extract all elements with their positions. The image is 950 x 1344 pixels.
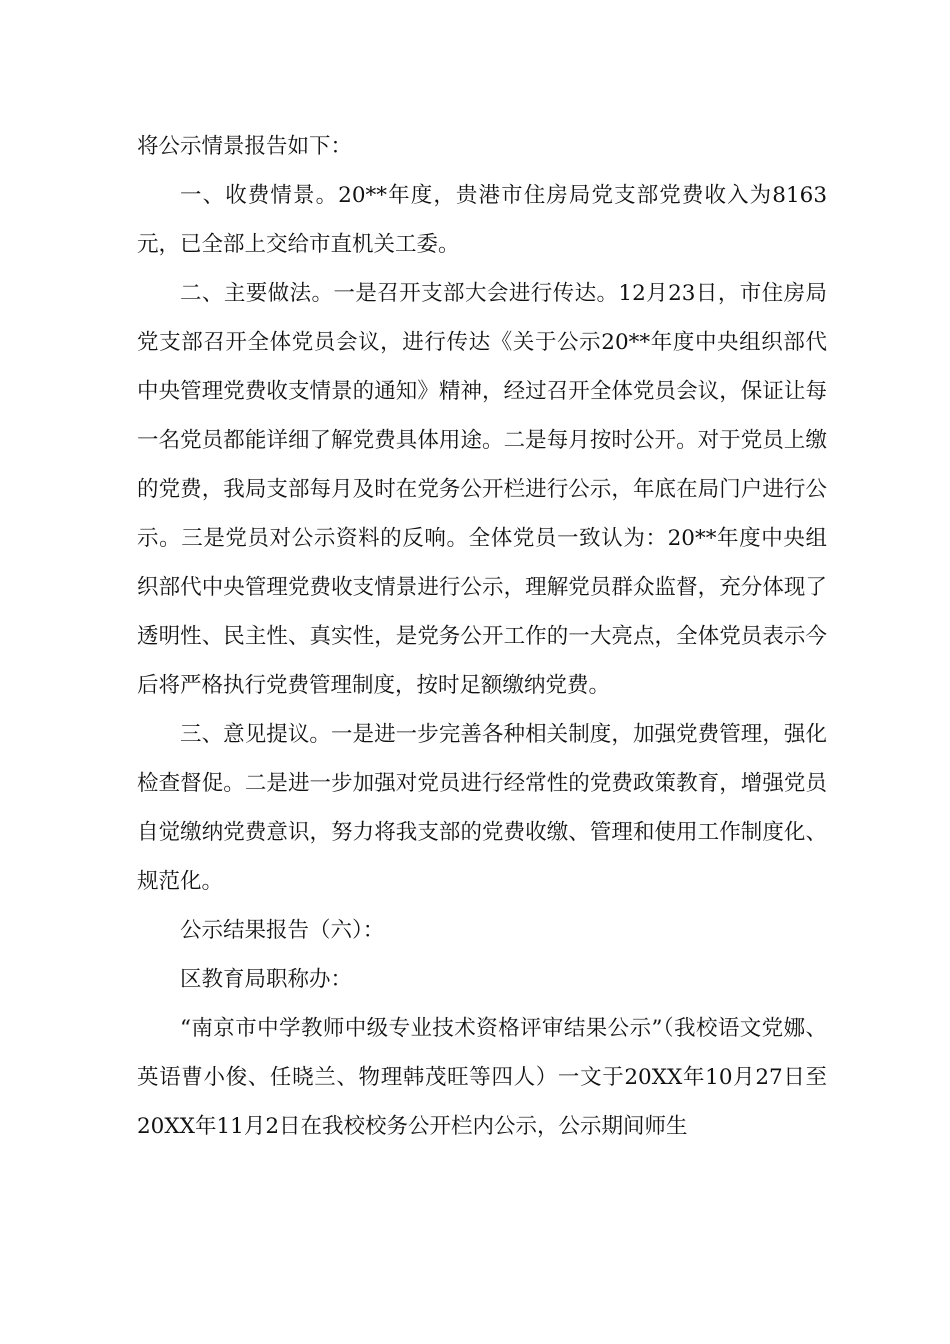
paragraph-report-six-heading: 公示结果报告（六）： xyxy=(180,918,385,943)
paragraph-suggestions: 三、意见提议。一是进一步完善各种相关制度，加强党费管理，强化检查督促。二是进一步加强对党员进行经常性的党费政策教育，增强党员自觉缴纳党费意识，努力将我支部的党费收缴、管理和使用工作制度化、规范化。 xyxy=(137,722,827,894)
paragraph-addressee: 区教育局职称办： xyxy=(180,967,353,992)
paragraph-publication-notice: “南京市中学教师中级专业技术资格评审结果公示”（我校语文党娜、英语曹小俊、任晓兰、物理韩茂旺等四人）一文于20XX年10月27日至20XX年11月2日在我校校务公开栏内公示，公示期间师生 xyxy=(137,1016,827,1139)
paragraph-fee-situation: 一、收费情景。20**年度，贵港市住房局党支部党费收入为8163元，已全部上交给市直机关工委。 xyxy=(137,183,827,257)
document-body xyxy=(137,122,827,1151)
paragraph-main-practices: 二、主要做法。一是召开支部大会进行传达。12月23日，市住房局党支部召开全体党员会议，进行传达《关于公示20**年度中央组织部代中央管理党费收支情景的通知》精神，经过召开全体党员会议，保证让每一名党员都能详细了解党费具体用途。二是每月按时公开。对于党员上缴的党费，我局支部每月及时在党务公开栏进行公示，年底在局门户进行公示。三是党员对公示资料的反响。全体党员一致认为：20**年度中央组织部代中央管理党费收支情景进行公示，理解党员群众监督，充分体现了透明性、民主性、真实性，是党务公开工作的一大亮点，全体党员表示今后将严格执行党费管理制度，按时足额缴纳党费。 xyxy=(137,281,827,698)
paragraph-intro: 将公示情景报告如下： xyxy=(137,134,353,159)
